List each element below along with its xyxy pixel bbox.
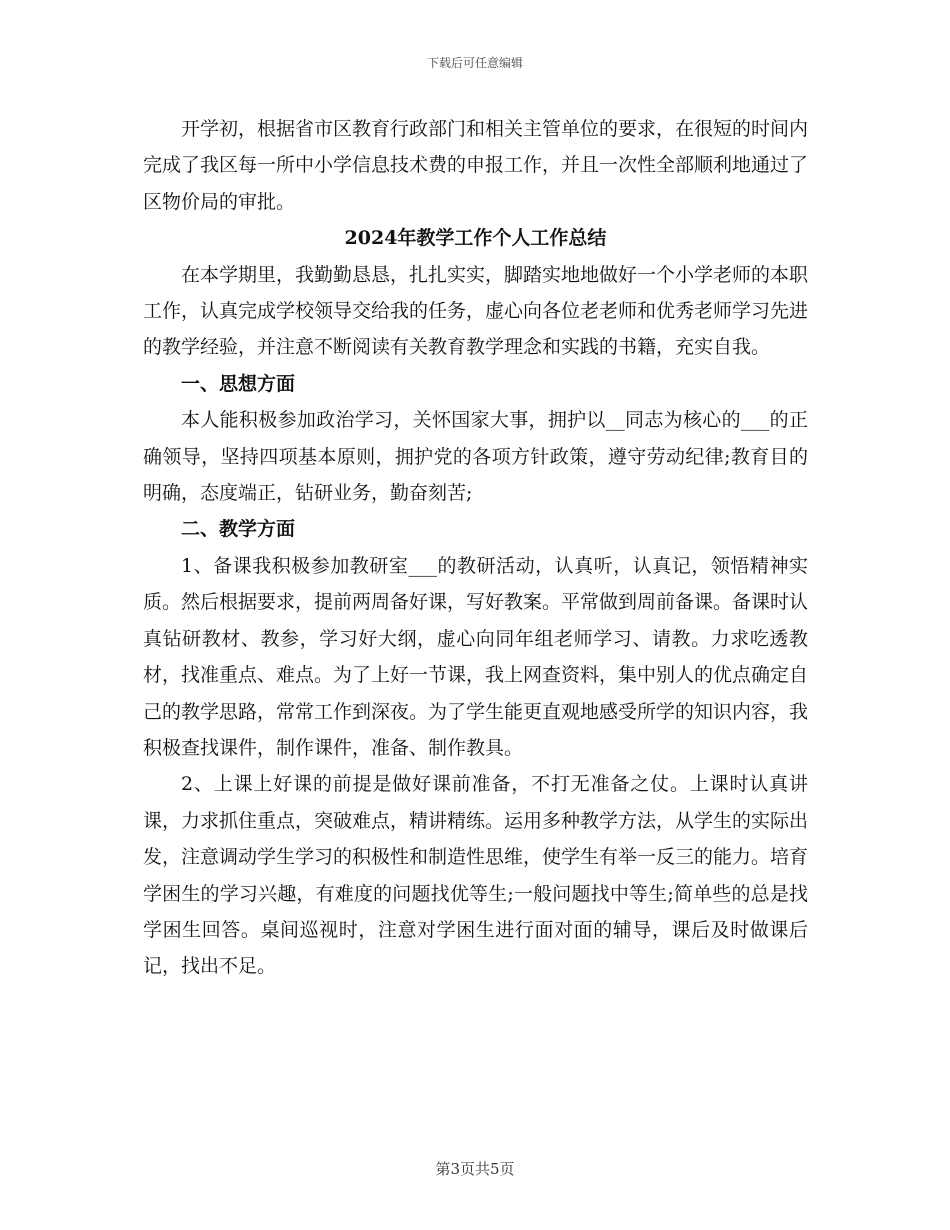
paragraph-thought: 本人能积极参加政治学习，关怀国家大事，拥护以__同志为核心的___的正确领导，坚持四项基本原则，拥护党的各项方针政策，遵守劳动纪律;教育目的明确，态度端正，钻研业务，勤奋刻苦; (143, 409, 808, 505)
paragraph-lesson-prep: 1、备课我积极参加教研室___的教研活动，认真听，认真记，领悟精神实质。然后根据要求，提前两周备好课，写好教案。平常做到周前备课。备课时认真钻研教材、教参，学习好大纲，虚心向同年组老师学习、请教。力求吃透教材，找准重点、难点。为了上好一节课，我上网查资料，集中别人的优点确定自己的教学思路，常常工作到深夜。为了学生能更直观地感受所学的知识内容，我积极查找课件，制作课件，准备、制作教具。 (143, 554, 809, 759)
intro-paragraph: 开学初，根据省市区教育行政部门和相关主管单位的要求，在很短的时间内完成了我区每一所中小学信息技术费的申报工作，并且一次性全部顺利地通过了区物价局的审批。 (143, 118, 809, 213)
section-heading-teaching: 二、教学方面 (181, 518, 296, 541)
document-body (143, 111, 808, 985)
paragraph-classroom: 2、上课上好课的前提是做好课前准备，不打无准备之仗。上课时认真讲课，力求抓住重点，突破难点，精讲精练。运用多种教学方法，从学生的实际出发，注意调动学生学习的积极性和制造性思维，使学生有举一反三的能力。培育学困生的学习兴趣，有难度的问题找优等生;一般问题找中等生;简单些的总是找学困生回答。桌间巡视时，注意对学困生进行面对面的辅导，课后及时做课后记，找出不足。 (143, 773, 809, 978)
paragraph-intro-semester: 在本学期里，我勤勤恳恳，扎扎实实，脚踏实地地做好一个小学老师的本职工作，认真完成学校领导交给我的任务，虚心向各位老老师和优秀老师学习先进的教学经验，并注意不断阅读有关教育教学理念和实践的书籍，充实自我。 (143, 263, 809, 359)
page-footer: 第3页共5页 (435, 1160, 515, 1178)
document-title: 2024年教学工作个人工作总结 (344, 227, 607, 250)
section-heading-thought: 一、思想方面 (181, 372, 296, 395)
page-header: 下载后可任意编辑 (426, 56, 523, 70)
